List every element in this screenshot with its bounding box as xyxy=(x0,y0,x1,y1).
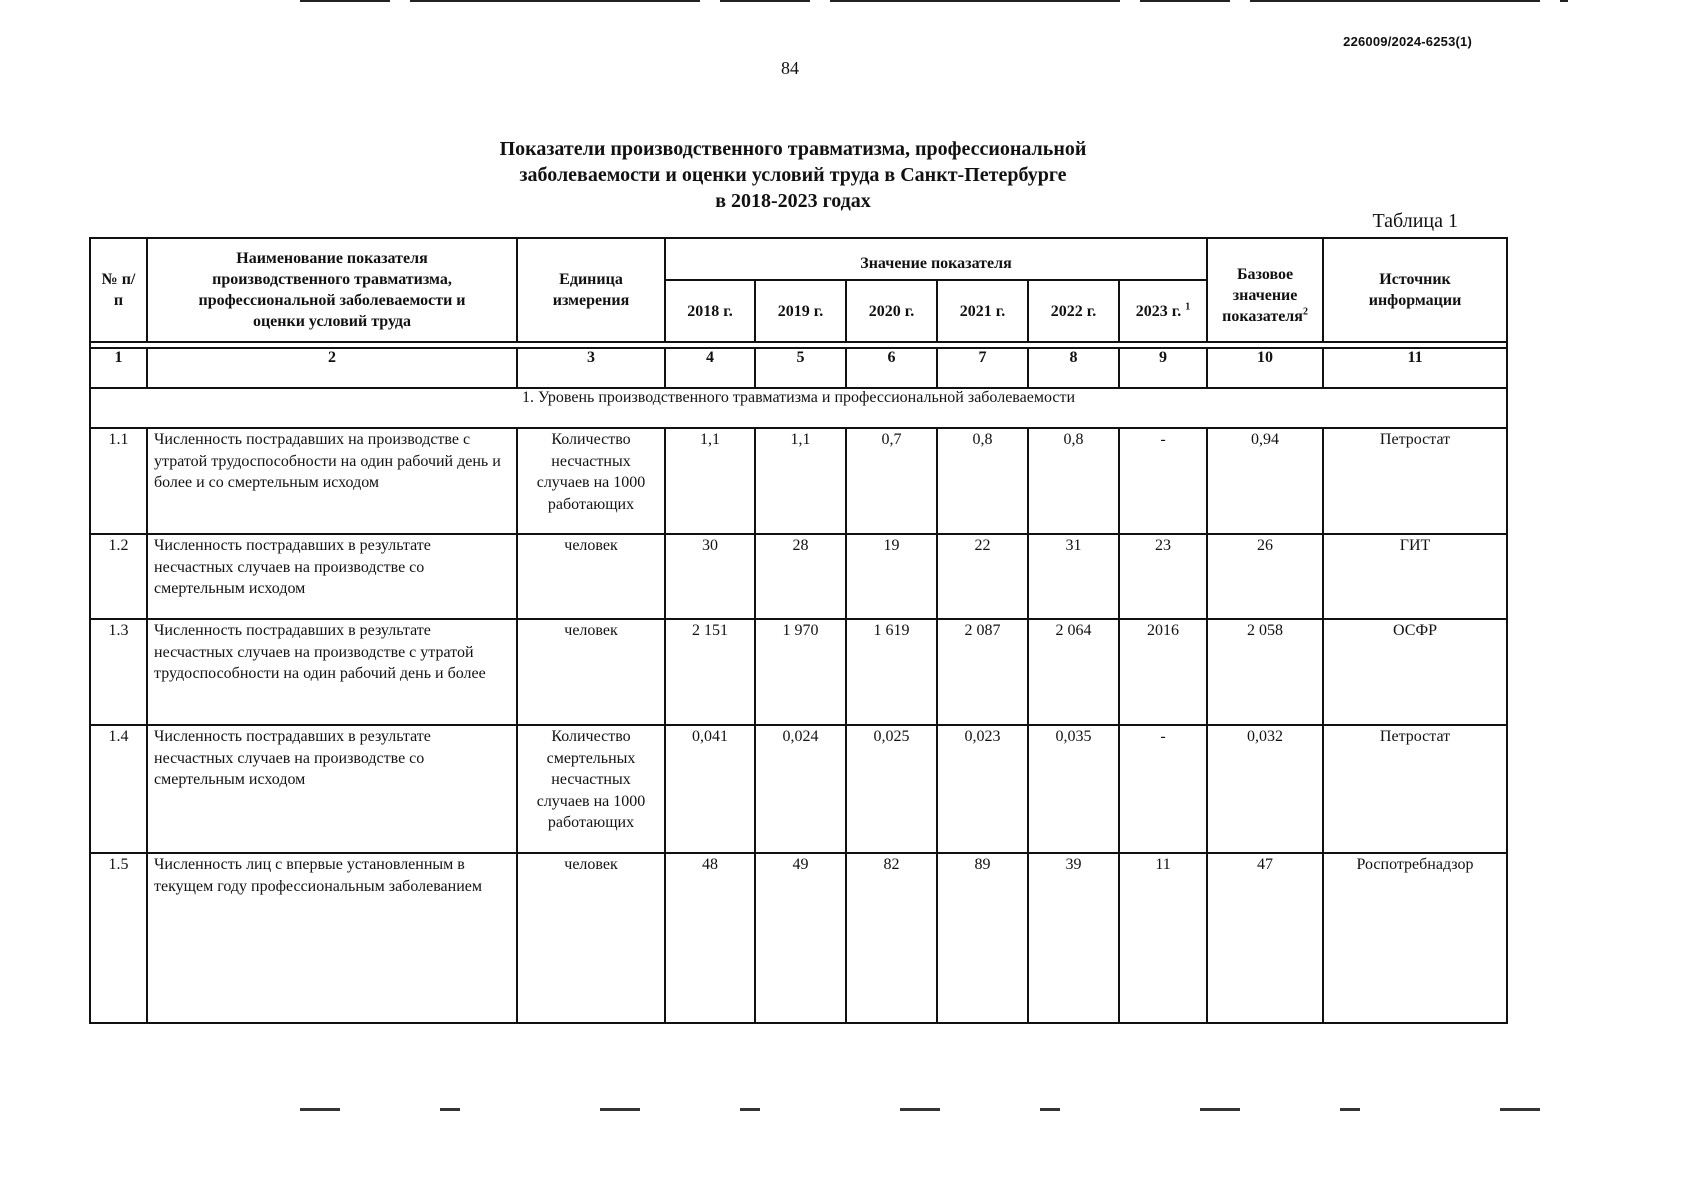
title-line: в 2018-2023 годах xyxy=(715,190,871,212)
row-source: Петростат xyxy=(1323,428,1507,534)
row-source: ГИТ xyxy=(1323,534,1507,619)
row-source: Роспотребнадзор xyxy=(1323,853,1507,1023)
row-source: Петростат xyxy=(1323,725,1507,853)
row-number: 1.2 xyxy=(90,534,147,619)
row-number: 1.4 xyxy=(90,725,147,853)
column-number: 5 xyxy=(755,348,846,388)
table-row xyxy=(90,853,1507,1023)
document-id: 226009/2024-6253(1) xyxy=(1343,34,1472,49)
row-source: ОСФР xyxy=(1323,619,1507,725)
header-base-label: Базовое значение показателя xyxy=(1222,265,1303,325)
title-line: заболеваемости и оценки условий труда в Санкт-Петербурге xyxy=(519,164,1067,186)
table-row xyxy=(90,619,1507,725)
header-year: 2022 г. xyxy=(1028,280,1119,342)
header-base xyxy=(1207,238,1323,342)
row-value: 11 xyxy=(1119,853,1207,1023)
table-row xyxy=(90,428,1507,534)
row-base: 47 xyxy=(1207,853,1323,1023)
row-base: 0,032 xyxy=(1207,725,1323,853)
header-year: 2021 г. xyxy=(937,280,1028,342)
row-name: Численность лиц с впервые установленным в текущем году профессиональным заболеванием xyxy=(147,853,517,1023)
header-num: № п/п xyxy=(90,238,147,342)
row-value: 30 xyxy=(665,534,755,619)
row-value: 1,1 xyxy=(755,428,846,534)
row-value: 2016 xyxy=(1119,619,1207,725)
table-row xyxy=(90,725,1507,853)
row-name: Численность пострадавших в результате несчастных случаев на производстве со смертельным исходом xyxy=(147,534,517,619)
header-name: Наименование показателя производственного травматизма, профессиональной заболеваемости и оценки условий труда xyxy=(147,238,517,342)
header-year: 2019 г. xyxy=(755,280,846,342)
row-value: 0,024 xyxy=(755,725,846,853)
row-unit: человек xyxy=(517,853,665,1023)
row-value: 2 087 xyxy=(937,619,1028,725)
column-number: 3 xyxy=(517,348,665,388)
row-name: Численность пострадавших на производстве с утратой трудоспособности на один рабочий день и более и со смертельным исходом xyxy=(147,428,517,534)
row-value: 1,1 xyxy=(665,428,755,534)
column-number: 11 xyxy=(1323,348,1507,388)
row-value: 19 xyxy=(846,534,937,619)
header-source: Источник информации xyxy=(1323,238,1507,342)
row-value: 0,8 xyxy=(937,428,1028,534)
row-value: 48 xyxy=(665,853,755,1023)
section-row xyxy=(90,388,1507,428)
page-number: 84 xyxy=(781,58,799,78)
scan-edge-bottom xyxy=(300,1108,1568,1111)
row-value: 49 xyxy=(755,853,846,1023)
row-value: 0,035 xyxy=(1028,725,1119,853)
row-number: 1.3 xyxy=(90,619,147,725)
row-name: Численность пострадавших в результате несчастных случаев на производстве со смертельным исходом xyxy=(147,725,517,853)
table-row xyxy=(90,534,1507,619)
column-number: 1 xyxy=(90,348,147,388)
column-number: 4 xyxy=(665,348,755,388)
row-value: 23 xyxy=(1119,534,1207,619)
header-year xyxy=(1119,280,1207,342)
row-value: 2 151 xyxy=(665,619,755,725)
column-number: 10 xyxy=(1207,348,1323,388)
column-number: 7 xyxy=(937,348,1028,388)
row-value: 89 xyxy=(937,853,1028,1023)
header-row xyxy=(90,238,1507,280)
row-value: - xyxy=(1119,725,1207,853)
scan-edge-top xyxy=(300,0,1568,2)
row-value: 1 619 xyxy=(846,619,937,725)
row-base: 0,94 xyxy=(1207,428,1323,534)
row-number: 1.5 xyxy=(90,853,147,1023)
column-number: 6 xyxy=(846,348,937,388)
row-value: 82 xyxy=(846,853,937,1023)
indicators-table xyxy=(89,237,1508,1024)
row-value: 0,041 xyxy=(665,725,755,853)
row-base: 26 xyxy=(1207,534,1323,619)
row-value: - xyxy=(1119,428,1207,534)
row-value: 39 xyxy=(1028,853,1119,1023)
row-value: 0,8 xyxy=(1028,428,1119,534)
footnote-2: 2 xyxy=(1302,306,1308,318)
header-year: 2018 г. xyxy=(665,280,755,342)
row-value: 22 xyxy=(937,534,1028,619)
row-unit: Количество смертельных несчастных случаев на 1000 работающих xyxy=(517,725,665,853)
row-unit: человек xyxy=(517,619,665,725)
document-title xyxy=(383,136,1203,214)
column-number: 8 xyxy=(1028,348,1119,388)
row-value: 0,7 xyxy=(846,428,937,534)
footnote-1: 1 xyxy=(1185,301,1191,313)
row-value: 0,023 xyxy=(937,725,1028,853)
row-value: 31 xyxy=(1028,534,1119,619)
row-number: 1.1 xyxy=(90,428,147,534)
title-line: Показатели производственного травматизма, профессиональной xyxy=(499,138,1087,160)
header-year: 2020 г. xyxy=(846,280,937,342)
table-caption: Таблица 1 xyxy=(1372,210,1458,232)
section-title: 1. Уровень производственного травматизма и профессиональной заболеваемости xyxy=(90,388,1507,428)
row-name: Численность пострадавших в результате несчастных случаев на производстве с утратой трудоспособности на один рабочий день и более xyxy=(147,619,517,725)
column-number: 9 xyxy=(1119,348,1207,388)
row-value: 1 970 xyxy=(755,619,846,725)
header-values-group: Значение показателя xyxy=(665,238,1207,280)
row-unit: человек xyxy=(517,534,665,619)
column-number: 2 xyxy=(147,348,517,388)
row-value: 2 064 xyxy=(1028,619,1119,725)
row-unit: Количество несчастных случаев на 1000 работающих xyxy=(517,428,665,534)
row-value: 0,025 xyxy=(846,725,937,853)
column-number-row xyxy=(90,348,1507,388)
row-value: 28 xyxy=(755,534,846,619)
row-base: 2 058 xyxy=(1207,619,1323,725)
header-unit: Единица измерения xyxy=(517,238,665,342)
header-year-label: 2023 г. xyxy=(1135,302,1182,320)
